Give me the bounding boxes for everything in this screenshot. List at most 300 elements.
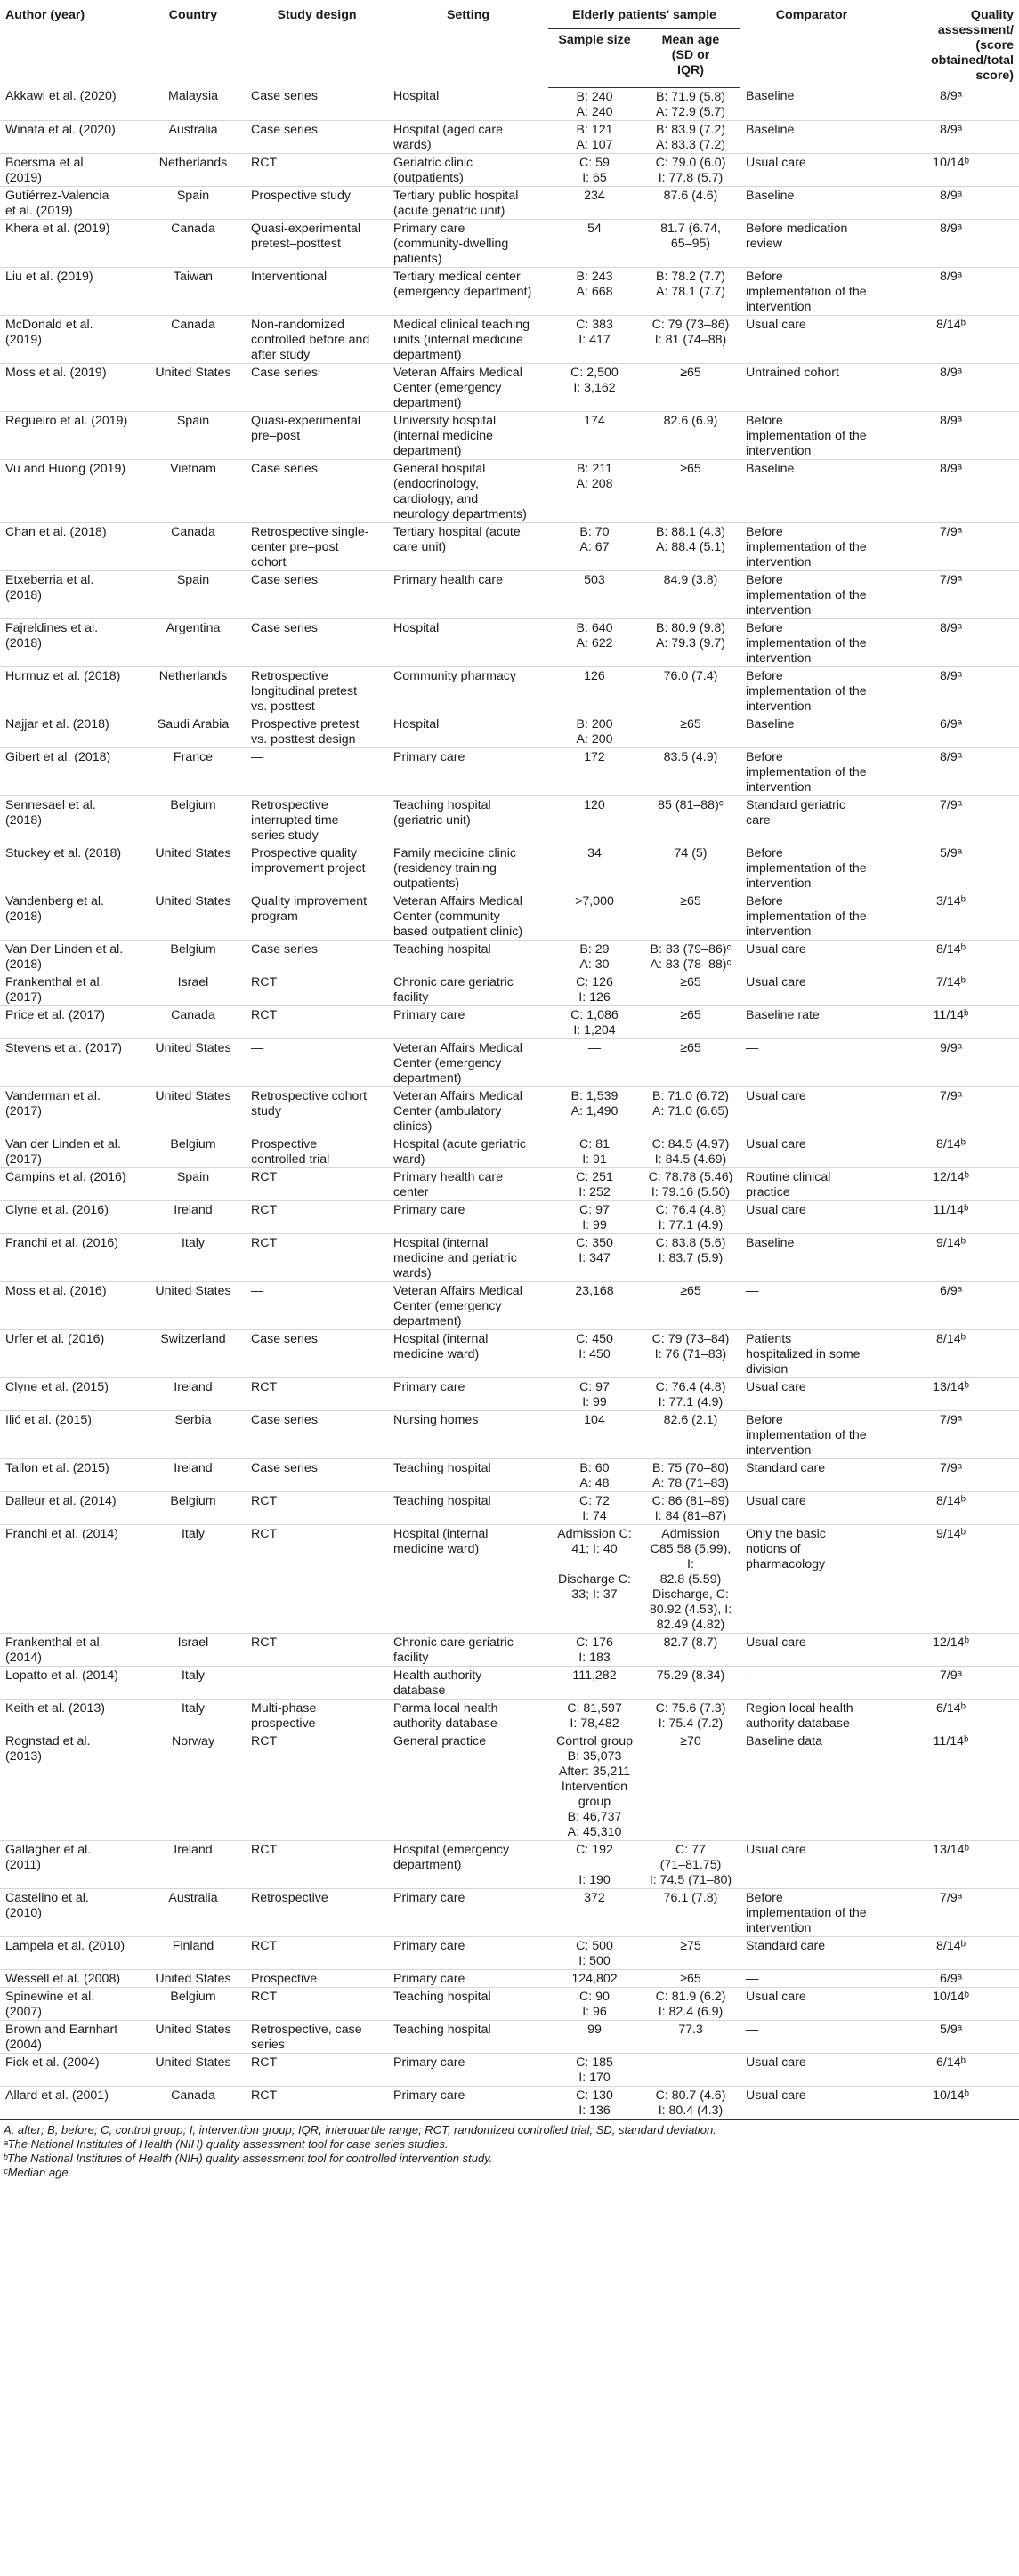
cell-setting: Primary care [388,1936,548,1969]
cell-quality: 8/9ᵃ [883,411,1019,459]
cell-sample-size: Control group B: 35,073 After: 35,211 Intervention group B: 46,737 A: 45,310 [548,1732,641,1840]
cell-author: Lopatto et al. (2014) [0,1666,141,1699]
cell-study-design: RCT [246,2053,388,2086]
cell-comparator: Region local health authority database [740,1699,883,1732]
cell-mean-age: ≥65 [641,1969,740,1987]
table-row [0,315,1019,363]
cell-setting: Hospital (aged care wards) [388,120,548,153]
table-row [0,1666,1019,1699]
table-row [0,363,1019,411]
cell-study-design: Retrospective longitudinal pretest vs. posttest [246,666,388,715]
cell-study-design: Interventional [246,267,388,315]
cell-author: Hurmuz et al. (2018) [0,666,141,715]
cell-mean-age: ≥65 [641,459,740,522]
cell-country: Australia [141,1888,246,1936]
cell-sample-size: C: 81,597 I: 78,482 [548,1699,641,1732]
cell-quality: 8/14ᵇ [883,315,1019,363]
cell-sample-size: B: 70 A: 67 [548,522,641,570]
cell-setting: Veteran Affairs Medical Center (ambulatory clinics) [388,1086,548,1135]
cell-author: Dalleur et al. (2014) [0,1491,141,1524]
cell-sample-size: C: 97 I: 99 [548,1200,641,1233]
cell-comparator: Before implementation of the intervention [740,1410,883,1458]
table-row [0,666,1019,715]
cell-country: Malaysia [141,87,246,120]
cell-country: Finland [141,1936,246,1969]
cell-comparator: Usual care [740,1200,883,1233]
cell-study-design: RCT [246,1633,388,1666]
table-row [0,1969,1019,1987]
cell-comparator: Baseline [740,87,883,120]
table-row [0,973,1019,1005]
cell-sample-size: C: 126 I: 126 [548,973,641,1005]
cell-quality: 8/9ᵃ [883,87,1019,120]
cell-comparator: Before implementation of the intervention [740,844,883,892]
cell-study-design: Case series [246,1410,388,1458]
cell-quality: 12/14ᵇ [883,1633,1019,1666]
cell-country: Switzerland [141,1329,246,1377]
cell-setting: Primary care (community-dwelling patients) [388,219,548,267]
header-elderly-sample: Elderly patients' sample [548,4,740,29]
cell-comparator: Usual care [740,1135,883,1167]
cell-setting: Parma local health authority database [388,1699,548,1732]
cell-mean-age: C: 76.4 (4.8) I: 77.1 (4.9) [641,1200,740,1233]
cell-sample-size: 372 [548,1888,641,1936]
cell-comparator: Untrained cohort [740,363,883,411]
cell-country: Canada [141,219,246,267]
cell-country: United States [141,844,246,892]
cell-author: Regueiro et al. (2019) [0,411,141,459]
cell-country: Italy [141,1233,246,1281]
table-row [0,1377,1019,1410]
cell-country: Canada [141,1005,246,1038]
cell-author: Chan et al. (2018) [0,522,141,570]
cell-quality: 7/9ᵃ [883,1666,1019,1699]
cell-sample-size: 23,168 [548,1281,641,1329]
cell-country: Netherlands [141,666,246,715]
cell-author: Urfer et al. (2016) [0,1329,141,1377]
cell-setting: Primary care [388,1377,548,1410]
cell-author: Keith et al. (2013) [0,1699,141,1732]
table-row [0,2053,1019,2086]
cell-sample-size: C: 350 I: 347 [548,1233,641,1281]
cell-setting: Nursing homes [388,1410,548,1458]
cell-quality: 8/9ᵃ [883,459,1019,522]
cell-setting: Family medicine clinic (residency training outpatients) [388,844,548,892]
header-setting: Setting [388,4,548,88]
cell-quality: 8/9ᵃ [883,666,1019,715]
cell-study-design: Non-randomized controlled before and after study [246,315,388,363]
cell-mean-age: ≥65 [641,1038,740,1086]
cell-country: France [141,747,246,795]
cell-mean-age: ≥65 [641,1281,740,1329]
table-row [0,618,1019,666]
cell-sample-size: B: 200 A: 200 [548,715,641,747]
cell-quality: 7/9ᵃ [883,570,1019,618]
cell-mean-age: C: 83.8 (5.6) I: 83.7 (5.9) [641,1233,740,1281]
cell-sample-size: 111,282 [548,1666,641,1699]
cell-comparator: Before implementation of the intervention [740,570,883,618]
cell-mean-age: C: 79 (73–84) I: 76 (71–83) [641,1329,740,1377]
cell-comparator: Standard care [740,1458,883,1491]
cell-country: United States [141,363,246,411]
cell-setting: Primary care [388,2086,548,2119]
cell-sample-size: 126 [548,666,641,715]
cell-mean-age: 75.29 (8.34) [641,1666,740,1699]
cell-comparator: Before implementation of the intervention [740,267,883,315]
cell-country: Saudi Arabia [141,715,246,747]
cell-mean-age: ≥65 [641,363,740,411]
cell-sample-size: C: 97 I: 99 [548,1377,641,1410]
cell-study-design: Retrospective [246,1888,388,1936]
header-country: Country [141,4,246,88]
cell-quality: 7/9ᵃ [883,522,1019,570]
cell-study-design: Case series [246,618,388,666]
cell-study-design: Case series [246,570,388,618]
cell-quality: 11/14ᵇ [883,1732,1019,1840]
cell-author: Campins et al. (2016) [0,1167,141,1200]
cell-setting: Veteran Affairs Medical Center (emergency department) [388,363,548,411]
cell-quality: 13/14ᵇ [883,1377,1019,1410]
cell-mean-age: C: 75.6 (7.3) I: 75.4 (7.2) [641,1699,740,1732]
cell-author: McDonald et al. (2019) [0,315,141,363]
cell-comparator: Before implementation of the intervention [740,747,883,795]
cell-comparator: — [740,1969,883,1987]
cell-mean-age: 82.7 (8.7) [641,1633,740,1666]
cell-study-design: RCT [246,1200,388,1233]
cell-quality: 7/9ᵃ [883,1458,1019,1491]
cell-country: Spain [141,186,246,219]
cell-setting: Community pharmacy [388,666,548,715]
cell-comparator: Usual care [740,1840,883,1888]
cell-setting: Teaching hospital (geriatric unit) [388,795,548,844]
cell-author: Fajreldines et al. (2018) [0,618,141,666]
cell-quality: 8/9ᵃ [883,747,1019,795]
cell-quality: 7/9ᵃ [883,1086,1019,1135]
cell-quality: 8/9ᵃ [883,618,1019,666]
table-row [0,1086,1019,1135]
cell-comparator: Usual care [740,940,883,973]
cell-sample-size: 34 [548,844,641,892]
table-row [0,570,1019,618]
cell-mean-age: ≥65 [641,715,740,747]
cell-country: Canada [141,2086,246,2119]
cell-comparator: Standard care [740,1936,883,1969]
cell-study-design: Retrospective, case series [246,2020,388,2053]
cell-country: Spain [141,411,246,459]
cell-author: Khera et al. (2019) [0,219,141,267]
cell-comparator: Baseline data [740,1732,883,1840]
cell-mean-age: B: 75 (70–80) A: 78 (71–83) [641,1458,740,1491]
cell-comparator: Usual care [740,153,883,186]
table-row [0,1699,1019,1732]
cell-setting: Hospital (acute geriatric ward) [388,1135,548,1167]
cell-author: Allard et al. (2001) [0,2086,141,2119]
cell-study-design: Prospective pretest vs. posttest design [246,715,388,747]
cell-mean-age: ≥70 [641,1732,740,1840]
table-row [0,1732,1019,1840]
cell-sample-size: 54 [548,219,641,267]
cell-study-design: RCT [246,1840,388,1888]
header-study-design: Study design [246,4,388,88]
table-body [0,87,1019,2119]
cell-country: Ireland [141,1840,246,1888]
cell-country: United States [141,892,246,940]
cell-setting: Teaching hospital [388,1458,548,1491]
cell-study-design: Case series [246,363,388,411]
cell-author: Stevens et al. (2017) [0,1038,141,1086]
cell-mean-age: C: 80.7 (4.6) I: 80.4 (4.3) [641,2086,740,2119]
cell-setting: Health authority database [388,1666,548,1699]
cell-study-design: Retrospective cohort study [246,1086,388,1135]
footnote-b: ᵇThe National Institutes of Health (NIH) quality assessment tool for controlled intervention study. [4,2152,493,2165]
table-row [0,1410,1019,1458]
cell-comparator: Before implementation of the intervention [740,666,883,715]
cell-setting: Tertiary hospital (acute care unit) [388,522,548,570]
cell-study-design: RCT [246,1987,388,2020]
cell-comparator: — [740,1038,883,1086]
cell-quality: 8/14ᵇ [883,940,1019,973]
cell-setting: Primary health care center [388,1167,548,1200]
cell-quality: 8/9ᵃ [883,363,1019,411]
cell-sample-size: C: 251 I: 252 [548,1167,641,1200]
cell-study-design: RCT [246,973,388,1005]
table-row [0,1491,1019,1524]
cell-mean-age: Admission C85.58 (5.99), I: 82.8 (5.59) Discharge, C: 80.92 (4.53), I: 82.49 (4.82) [641,1524,740,1633]
cell-sample-size: C: 59 I: 65 [548,153,641,186]
cell-study-design: — [246,1281,388,1329]
cell-quality: 9/14ᵇ [883,1233,1019,1281]
cell-mean-age: C: 79.0 (6.0) I: 77.8 (5.7) [641,153,740,186]
table-row [0,1005,1019,1038]
cell-sample-size: B: 211 A: 208 [548,459,641,522]
cell-mean-age: B: 83.9 (7.2) A: 83.3 (7.2) [641,120,740,153]
cell-study-design: Case series [246,940,388,973]
cell-setting: Hospital (internal medicine ward) [388,1329,548,1377]
cell-country: Belgium [141,1987,246,2020]
cell-study-design: Case series [246,1329,388,1377]
cell-quality: 9/9ᵃ [883,1038,1019,1086]
cell-sample-size: C: 176 I: 183 [548,1633,641,1666]
cell-mean-age: B: 78.2 (7.7) A: 78.1 (7.7) [641,267,740,315]
cell-country: Italy [141,1666,246,1699]
cell-comparator: Before implementation of the intervention [740,411,883,459]
cell-comparator: Standard geriatric care [740,795,883,844]
cell-sample-size: 172 [548,747,641,795]
cell-mean-age: 83.5 (4.9) [641,747,740,795]
cell-author: Najjar et al. (2018) [0,715,141,747]
cell-quality: 8/14ᵇ [883,1491,1019,1524]
table-row [0,1458,1019,1491]
cell-author: Price et al. (2017) [0,1005,141,1038]
cell-comparator: Baseline [740,120,883,153]
table-row [0,1281,1019,1329]
cell-mean-age: C: 81.9 (6.2) I: 82.4 (6.9) [641,1987,740,2020]
cell-quality: 7/9ᵃ [883,795,1019,844]
cell-quality: 10/14ᵇ [883,153,1019,186]
cell-sample-size: B: 240 A: 240 [548,87,641,120]
cell-setting: Primary care [388,747,548,795]
cell-sample-size: C: 130 I: 136 [548,2086,641,2119]
cell-country: Italy [141,1699,246,1732]
table-row [0,892,1019,940]
cell-mean-age: B: 83 (79–86)ᶜ A: 83 (78–88)ᶜ [641,940,740,973]
cell-quality: 8/9ᵃ [883,219,1019,267]
cell-quality: 8/9ᵃ [883,186,1019,219]
cell-setting: Chronic care geriatric facility [388,1633,548,1666]
cell-country: Taiwan [141,267,246,315]
table-row [0,1135,1019,1167]
cell-comparator: Before implementation of the intervention [740,1888,883,1936]
cell-setting: Tertiary public hospital (acute geriatric unit) [388,186,548,219]
table-row [0,120,1019,153]
cell-mean-age: 76.1 (7.8) [641,1888,740,1936]
cell-country: United States [141,2020,246,2053]
cell-quality: 7/14ᵇ [883,973,1019,1005]
cell-sample-size: C: 185 I: 170 [548,2053,641,2086]
cell-comparator: Baseline [740,459,883,522]
cell-country: Ireland [141,1200,246,1233]
cell-comparator: Usual care [740,2086,883,2119]
cell-comparator: Usual care [740,315,883,363]
cell-study-design: Quasi-experimental pretest–posttest [246,219,388,267]
cell-country: Israel [141,1633,246,1666]
cell-author: Lampela et al. (2010) [0,1936,141,1969]
table-row [0,153,1019,186]
table-row [0,1936,1019,1969]
cell-sample-size: 174 [548,411,641,459]
cell-sample-size: 120 [548,795,641,844]
cell-setting: Hospital (internal medicine ward) [388,1524,548,1633]
cell-study-design: — [246,747,388,795]
cell-study-design: Prospective study [246,186,388,219]
cell-comparator: Before medication review [740,219,883,267]
cell-setting: General practice [388,1732,548,1840]
cell-setting: Veteran Affairs Medical Center (community- based outpatient clinic) [388,892,548,940]
cell-setting: Teaching hospital [388,1491,548,1524]
cell-author: Vandenberg et al. (2018) [0,892,141,940]
cell-quality: 6/9ᵃ [883,1281,1019,1329]
cell-mean-age: 84.9 (3.8) [641,570,740,618]
cell-sample-size: — [548,1038,641,1086]
cell-sample-size: 124,802 [548,1969,641,1987]
cell-mean-age: ≥65 [641,973,740,1005]
cell-author: Winata et al. (2020) [0,120,141,153]
cell-study-design [246,1666,388,1699]
header-quality: Quality assessment/ (score obtained/total score) [883,4,1019,88]
cell-country: Canada [141,522,246,570]
table-row [0,267,1019,315]
table-row [0,844,1019,892]
cell-comparator: Patients hospitalized in some division [740,1329,883,1377]
cell-comparator: Usual care [740,1633,883,1666]
table-row [0,1524,1019,1633]
cell-author: Castelino et al. (2010) [0,1888,141,1936]
cell-country: Belgium [141,1135,246,1167]
cell-study-design: RCT [246,2086,388,2119]
cell-quality: 8/14ᵇ [883,1135,1019,1167]
table-row [0,2086,1019,2119]
cell-author: Moss et al. (2016) [0,1281,141,1329]
cell-sample-size: B: 29 A: 30 [548,940,641,973]
cell-country: Norway [141,1732,246,1840]
table-row [0,715,1019,747]
cell-sample-size: B: 640 A: 622 [548,618,641,666]
cell-setting: Veteran Affairs Medical Center (emergency department) [388,1038,548,1086]
cell-author: Sennesael et al. (2018) [0,795,141,844]
cell-comparator: - [740,1666,883,1699]
cell-quality: 8/14ᵇ [883,1329,1019,1377]
cell-study-design: Prospective [246,1969,388,1987]
cell-sample-size: C: 81 I: 91 [548,1135,641,1167]
cell-country: Netherlands [141,153,246,186]
header-mean-age: Mean age (SD or IQR) [641,29,740,87]
cell-author: Frankenthal et al. (2014) [0,1633,141,1666]
cell-author: Gallagher et al. (2011) [0,1840,141,1888]
cell-setting: Primary care [388,1005,548,1038]
cell-author: Etxeberria et al. (2018) [0,570,141,618]
cell-author: Van der Linden et al. (2017) [0,1135,141,1167]
table-row [0,219,1019,267]
table-row [0,1329,1019,1377]
cell-quality: 8/9ᵃ [883,267,1019,315]
footnote-a: ᵃThe National Institutes of Health (NIH) quality assessment tool for case series studies. [4,2137,449,2151]
cell-study-design: Retrospective single- center pre–post cohort [246,522,388,570]
cell-author: Vu and Huong (2019) [0,459,141,522]
cell-study-design: Prospective quality improvement project [246,844,388,892]
cell-comparator: Only the basic notions of pharmacology [740,1524,883,1633]
cell-comparator: Routine clinical practice [740,1167,883,1200]
cell-study-design: Retrospective interrupted time series study [246,795,388,844]
cell-setting: Teaching hospital [388,2020,548,2053]
cell-setting: Hospital [388,87,548,120]
cell-sample-size: 104 [548,1410,641,1458]
cell-comparator: Baseline [740,1233,883,1281]
cell-quality: 10/14ᵇ [883,1987,1019,2020]
cell-setting: Teaching hospital [388,1987,548,2020]
cell-setting: Hospital (internal medicine and geriatric wards) [388,1233,548,1281]
cell-author: Tallon et al. (2015) [0,1458,141,1491]
cell-study-design: Quasi-experimental pre–post [246,411,388,459]
cell-author: Gibert et al. (2018) [0,747,141,795]
cell-setting: Chronic care geriatric facility [388,973,548,1005]
cell-mean-age: 82.6 (6.9) [641,411,740,459]
cell-country: Canada [141,315,246,363]
cell-mean-age: 85 (81–88)ᶜ [641,795,740,844]
cell-quality: 11/14ᵇ [883,1200,1019,1233]
cell-setting: Hospital [388,618,548,666]
cell-comparator: Before implementation of the intervention [740,522,883,570]
cell-setting: General hospital (endocrinology, cardiology, and neurology departments) [388,459,548,522]
cell-setting: Geriatric clinic (outpatients) [388,153,548,186]
cell-mean-age: C: 86 (81–89) I: 84 (81–87) [641,1491,740,1524]
cell-mean-age: B: 80.9 (9.8) A: 79.3 (9.7) [641,618,740,666]
cell-study-design: RCT [246,1491,388,1524]
cell-comparator: Baseline [740,715,883,747]
cell-author: Spinewine et al. (2007) [0,1987,141,2020]
cell-comparator: Usual care [740,2053,883,2086]
cell-sample-size: C: 1,086 I: 1,204 [548,1005,641,1038]
cell-country: United States [141,1281,246,1329]
cell-comparator: Usual care [740,973,883,1005]
study-characteristics-table [0,4,1019,2120]
table-container [0,4,1019,2179]
cell-setting: Hospital (emergency department) [388,1840,548,1888]
cell-quality: 8/9ᵃ [883,120,1019,153]
cell-mean-age: 76.0 (7.4) [641,666,740,715]
cell-mean-age: ≥65 [641,892,740,940]
cell-setting: Medical clinical teaching units (internal medicine department) [388,315,548,363]
cell-quality: 6/14ᵇ [883,1699,1019,1732]
